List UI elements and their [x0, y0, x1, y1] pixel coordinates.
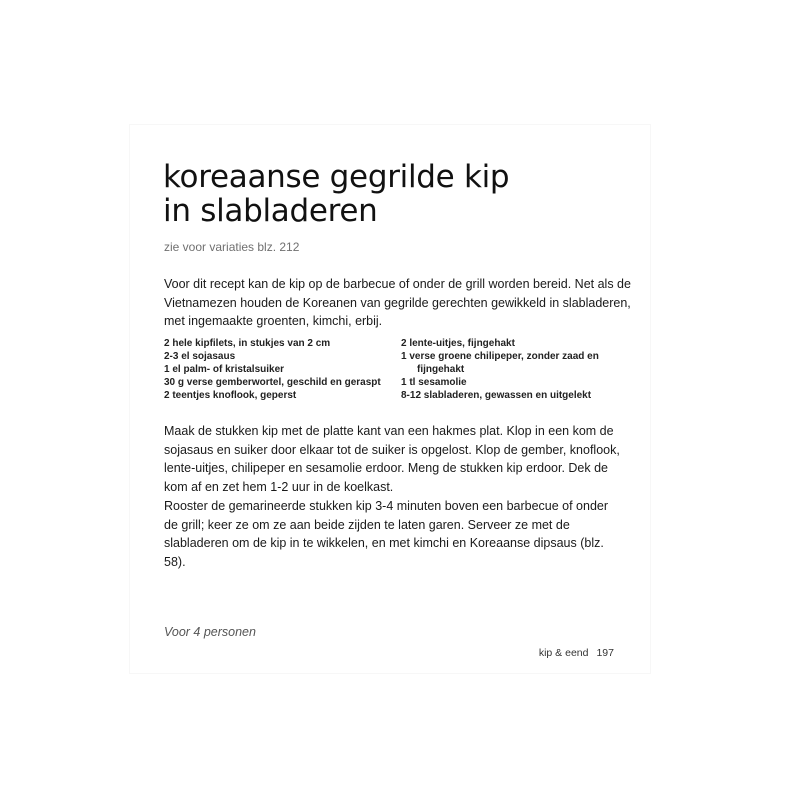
recipe-title-line-2: in slabladeren	[163, 193, 378, 229]
method-step-1: Maak de stukken kip met de platte kant van een hakmes plat. Klop in een kom de sojasaus en suiker door elkaar tot de suiker is opgelost. Klop de gember, knoflook, lente-uitjes, chilipeper en sesamolie erdoor. Meng de stukken kip erdoor. Dek de kom af en zet hem 1-2 uur in de koelkast.	[164, 424, 620, 494]
section-name: kip & eend	[538, 647, 589, 659]
ingredient-item: 1 el palm- of kristalsuiker	[164, 364, 285, 375]
ingredient-item: 2 teentjes knoflook, geperst	[164, 390, 297, 401]
ingredient-item: 2 hele kipfilets, in stukjes van 2 cm	[164, 338, 331, 349]
servings: Voor 4 personen	[164, 625, 256, 639]
method-step-2: Rooster de gemarineerde stukken kip 3-4 minuten boven een barbecue of onder de grill; keer ze om ze aan beide zijden te laten garen. Serveer ze met de slabladeren om de kip in te wikkelen, en met kimchi en Koreaanse dipsaus (blz. 58).	[164, 499, 609, 569]
ingredient-item: 2-3 el sojasaus	[164, 351, 236, 362]
recipe-title-line-1: koreaanse gegrilde kip	[163, 159, 510, 195]
ingredients-column-left	[164, 337, 401, 402]
ingredients-column-right	[401, 337, 634, 402]
ingredient-item: 30 g verse gemberwortel, geschild en geraspt	[164, 377, 381, 388]
page-footer	[539, 647, 614, 659]
ingredient-item: 2 lente-uitjes, fijngehakt	[401, 338, 515, 349]
page-number: 197	[596, 647, 614, 659]
ingredient-item: 1 verse groene chilipeper, zonder zaad en fijngehakt	[401, 351, 599, 375]
recipe-intro: Voor dit recept kan de kip op de barbecue of onder de grill worden bereid. Net als de Vietnamezen houden de Koreanen van gegrilde gerechten gewikkeld in slabladeren, met ingemaakte groenten, kimchi, erbij.	[164, 277, 631, 328]
recipe-title	[163, 160, 509, 228]
variations-reference: zie voor variaties blz. 212	[164, 240, 300, 254]
ingredient-item: 8-12 slabladeren, gewassen en uitgelekt	[401, 390, 592, 401]
ingredients-list	[164, 337, 634, 402]
ingredient-item: 1 tl sesamolie	[401, 377, 467, 388]
